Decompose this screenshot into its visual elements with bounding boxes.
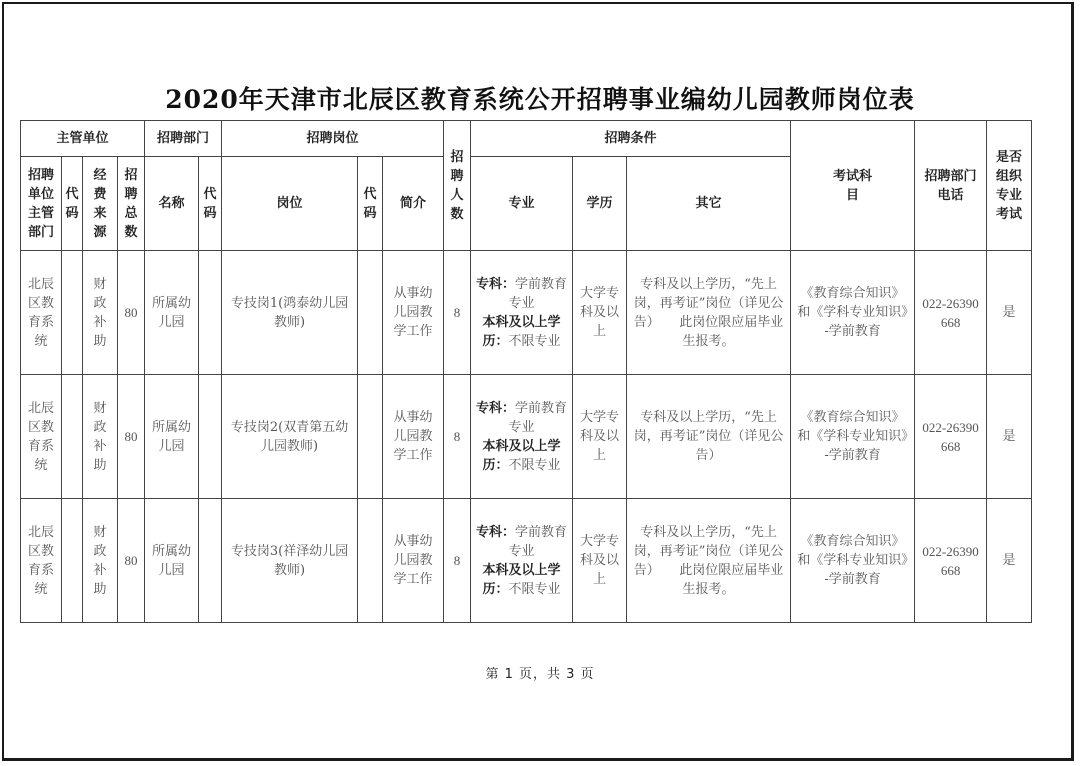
major-text-bachelor: 不限专业 (508, 457, 561, 473)
header-total: 招聘总数 (118, 157, 145, 251)
header-dept-name: 名称 (145, 157, 199, 251)
major-label-junior: 专科： (476, 276, 516, 292)
cell-other: 专科及以上学历，“先上岗，再考证”岗位（详见公告） 此岗位限应届毕业生报考。 (627, 499, 791, 623)
cell-professional-exam: 是 (987, 375, 1032, 499)
cell-dept-code (199, 375, 222, 499)
cell-exam-subjects: 《教育综合知识》和《学科专业知识》-学前教育 (791, 499, 915, 623)
header-recruiting-dept: 招聘部门 (145, 121, 222, 157)
header-recruiting-post: 招聘岗位 (222, 121, 444, 157)
major-text-junior: 学前教育专业 (508, 524, 568, 559)
major-label-bachelor: 本科及以上学历： (482, 314, 561, 349)
header-post-code: 代码 (358, 157, 383, 251)
page-number-footer: 第 1 页，共 3 页 (485, 667, 595, 682)
cell-funding: 财政补助 (83, 251, 118, 375)
header-major: 专业 (471, 157, 573, 251)
major-text-bachelor: 不限专业 (508, 581, 561, 597)
header-dept-phone: 招聘部门电话 (915, 121, 987, 251)
cell-major (471, 251, 573, 375)
cell-unit-code (62, 499, 83, 623)
cell-unit-code (62, 375, 83, 499)
header-funding: 经费来源 (83, 157, 118, 251)
cell-phone: 022-26390668 (915, 375, 987, 499)
header-post-desc: 简介 (383, 157, 444, 251)
header-exam-subjects: 考试科目 (791, 121, 915, 251)
cell-exam-subjects: 《教育综合知识》和《学科专业知识》-学前教育 (791, 251, 915, 375)
header-unit-dept: 招聘单位主管部门 (21, 157, 62, 251)
major-label-junior: 专科： (476, 400, 516, 416)
document-title: 2020年天津市北辰区教育系统公开招聘事业编幼儿园教师岗位表 (165, 85, 915, 114)
header-row-groups (21, 121, 1032, 157)
cell-dept-name: 所属幼儿园 (145, 375, 199, 499)
cell-other: 专科及以上学历，“先上岗，再考证”岗位（详见公告） (627, 375, 791, 499)
cell-total: 80 (118, 375, 145, 499)
table-row (21, 251, 1032, 375)
cell-major (471, 499, 573, 623)
cell-other: 专科及以上学历，“先上岗，再考证”岗位（详见公告） 此岗位限应届毕业生报考。 (627, 251, 791, 375)
cell-exam-subjects: 《教育综合知识》和《学科专业知识》-学前教育 (791, 375, 915, 499)
cell-unit-code (62, 251, 83, 375)
cell-post-code (358, 499, 383, 623)
header-supervising-unit: 主管单位 (21, 121, 145, 157)
cell-phone: 022-26390668 (915, 251, 987, 375)
major-label-bachelor: 本科及以上学历： (482, 438, 561, 473)
cell-unit-dept: 北辰区教育系统 (21, 375, 62, 499)
cell-education: 大学专科及以上 (573, 251, 627, 375)
cell-unit-dept: 北辰区教育系统 (21, 499, 62, 623)
cell-major (471, 375, 573, 499)
header-other: 其它 (627, 157, 791, 251)
cell-phone: 022-26390668 (915, 499, 987, 623)
cell-post-code (358, 251, 383, 375)
header-unit-code: 代码 (62, 157, 83, 251)
cell-dept-code (199, 251, 222, 375)
table-row (21, 499, 1032, 623)
header-conditions: 招聘条件 (471, 121, 791, 157)
cell-dept-code (199, 499, 222, 623)
positions-table (20, 120, 1032, 623)
cell-post: 专技岗3(祥泽幼儿园教师) (222, 499, 358, 623)
cell-post-desc: 从事幼儿园教学工作 (383, 499, 444, 623)
cell-total: 80 (118, 251, 145, 375)
header-headcount: 招聘人数 (444, 121, 471, 251)
major-text-junior: 学前教育专业 (508, 276, 568, 311)
cell-funding: 财政补助 (83, 499, 118, 623)
major-text-junior: 学前教育专业 (508, 400, 568, 435)
cell-post: 专技岗2(双青第五幼儿园教师) (222, 375, 358, 499)
header-education: 学历 (573, 157, 627, 251)
cell-post-code (358, 375, 383, 499)
header-professional-exam: 是否组织专业考试 (987, 121, 1032, 251)
cell-dept-name: 所属幼儿园 (145, 251, 199, 375)
cell-professional-exam: 是 (987, 499, 1032, 623)
cell-funding: 财政补助 (83, 375, 118, 499)
cell-education: 大学专科及以上 (573, 375, 627, 499)
cell-dept-name: 所属幼儿园 (145, 499, 199, 623)
cell-headcount: 8 (444, 251, 471, 375)
table-row (21, 375, 1032, 499)
cell-headcount: 8 (444, 499, 471, 623)
header-dept-code: 代码 (199, 157, 222, 251)
major-label-bachelor: 本科及以上学历： (482, 562, 561, 597)
major-label-junior: 专科： (476, 524, 516, 540)
cell-post-desc: 从事幼儿园教学工作 (383, 251, 444, 375)
cell-education: 大学专科及以上 (573, 499, 627, 623)
cell-headcount: 8 (444, 375, 471, 499)
cell-total: 80 (118, 499, 145, 623)
header-post: 岗位 (222, 157, 358, 251)
cell-unit-dept: 北辰区教育系统 (21, 251, 62, 375)
cell-post: 专技岗1(鸿泰幼儿园教师) (222, 251, 358, 375)
major-text-bachelor: 不限专业 (508, 333, 561, 349)
cell-professional-exam: 是 (987, 251, 1032, 375)
cell-post-desc: 从事幼儿园教学工作 (383, 375, 444, 499)
